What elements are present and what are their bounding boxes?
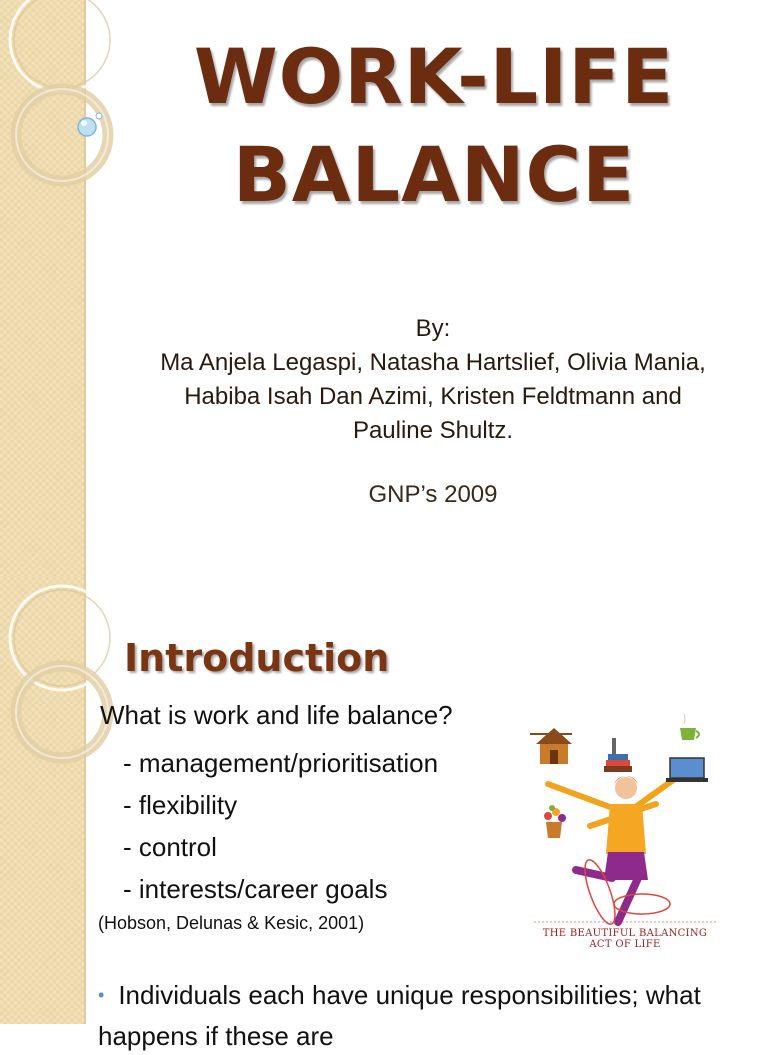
list-item: - flexibility [123,790,238,820]
list-item: - management/prioritisation [123,748,439,778]
decorative-rings-icon [0,576,130,776]
intro-question: What is work and life balance? [100,700,453,730]
title-line-2: BALANCE [232,130,636,219]
definition-list [123,742,438,910]
list-item: - control [123,832,217,862]
bottom-bullet-point [98,976,738,1055]
balancing-woman-illustration [526,712,722,942]
authors-list: Ma Anjela Legaspi, Natasha Hartslief, Olivia Mania, Habiba Isah Dan Azimi, Kristen Feldtmann and Pauline Shultz. [160,349,706,444]
section-heading: Introduction [124,636,390,680]
bullet-text: Individuals each have unique responsibilities; what happens if these are [98,980,701,1051]
slide-title [100,28,768,224]
list-item: - interests/career goals [123,874,388,904]
introduction-slide [0,576,768,1051]
bullet-marker: • [98,985,105,1005]
by-label: By: [415,315,451,342]
title-line-1: WORK-LIFE [193,32,675,121]
illustration-caption: THE BEAUTIFUL BALANCING ACT OF LIFE [542,928,708,950]
subtitle-block [150,312,716,512]
citation: (Hobson, Delunas & Kesic, 2001) [98,913,365,933]
year-label: GNP’s 2009 [368,481,498,508]
